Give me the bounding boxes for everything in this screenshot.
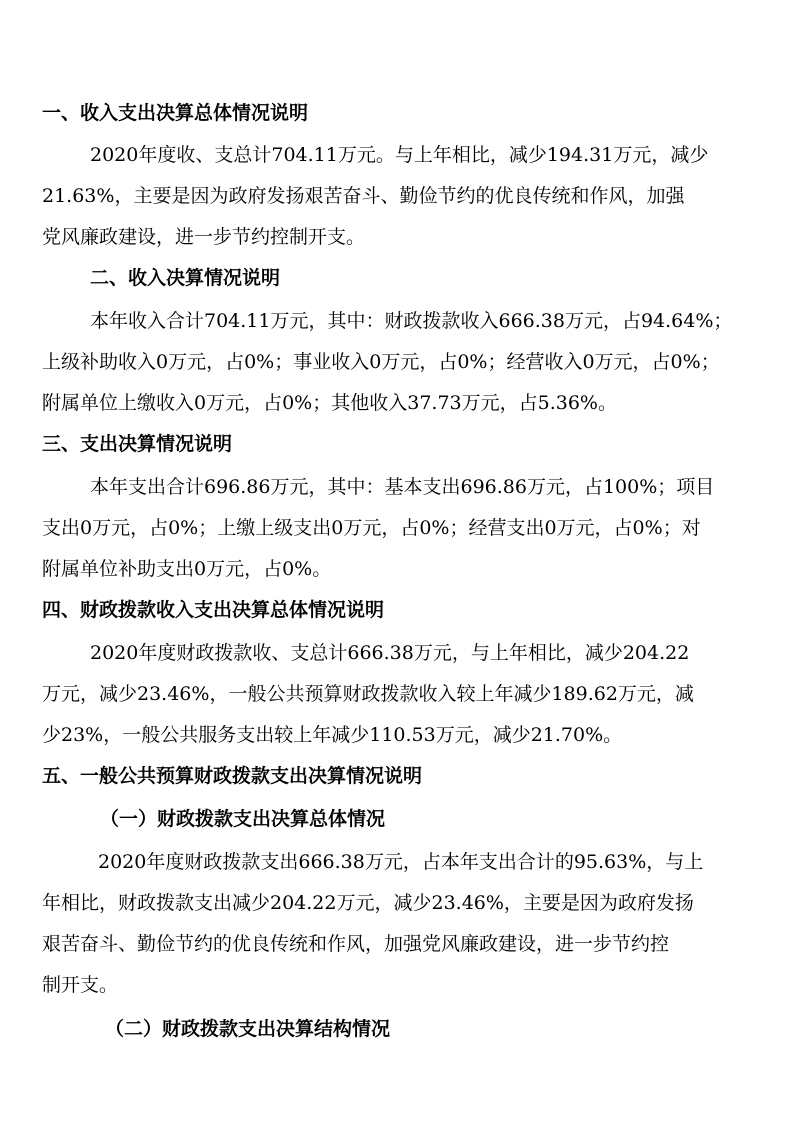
subsection-heading-1: （一）财政拨款支出决算总体情况	[100, 808, 386, 830]
subsection-heading-2: （二）财政拨款支出决算结构情况	[105, 1018, 391, 1040]
section-heading-4: 四、财政拨款收入支出决算总体情况说明	[42, 599, 385, 621]
paragraph-line: 制开支。	[42, 974, 119, 996]
paragraph-line: 上级补助收入0万元，占0%；事业收入0万元，占0%；经营收入0万元，占0%；	[42, 351, 720, 373]
paragraph-line: 2020年度财政拨款收、支总计666.38万元，与上年相比，减少204.22	[90, 642, 690, 664]
paragraph-line: 附属单位补助支出0万元，占0%。	[42, 558, 332, 580]
paragraph-line: 艰苦奋斗、勤俭节约的优良传统和作风，加强党风廉政建设，进一步节约控	[42, 933, 670, 955]
section-heading-1: 一、收入支出决算总体情况说明	[42, 102, 309, 124]
paragraph-line: 支出0万元，占0%；上缴上级支出0万元，占0%；经营支出0万元，占0%；对	[42, 517, 701, 539]
section-heading-2: 二、收入决算情况说明	[90, 267, 281, 289]
section-heading-3: 三、支出决算情况说明	[42, 433, 233, 455]
paragraph-line: 本年收入合计704.11万元，其中：财政拨款收入666.38万元，占94.64%；	[90, 310, 733, 332]
paragraph-line: 年相比，财政拨款支出减少204.22万元，减少23.46%，主要是因为政府发扬	[42, 892, 694, 914]
section-heading-5: 五、一般公共预算财政拨款支出决算情况说明	[42, 765, 423, 787]
paragraph-line: 万元，减少23.46%，一般公共预算财政拨款收入较上年减少189.62万元，减	[42, 683, 694, 705]
paragraph-line: 本年支出合计696.86万元，其中：基本支出696.86万元，占100%；项目	[90, 476, 715, 498]
paragraph-line: 2020年度收、支总计704.11万元。与上年相比，减少194.31万元，减少	[90, 144, 709, 166]
paragraph-line: 附属单位上缴收入0万元，占0%；其他收入37.73万元，占5.36%。	[42, 392, 617, 414]
paragraph-line: 党风廉政建设，进一步节约控制开支。	[42, 226, 366, 248]
paragraph-line: 21.63%，主要是因为政府发扬艰苦奋斗、勤俭节约的优良传统和作风，加强	[42, 185, 685, 207]
paragraph-line: 2020年度财政拨款支出666.38万元，占本年支出合计的95.63%，与上	[98, 851, 704, 873]
paragraph-line: 少23%，一般公共服务支出较上年减少110.53万元，减少21.70%。	[42, 724, 623, 746]
